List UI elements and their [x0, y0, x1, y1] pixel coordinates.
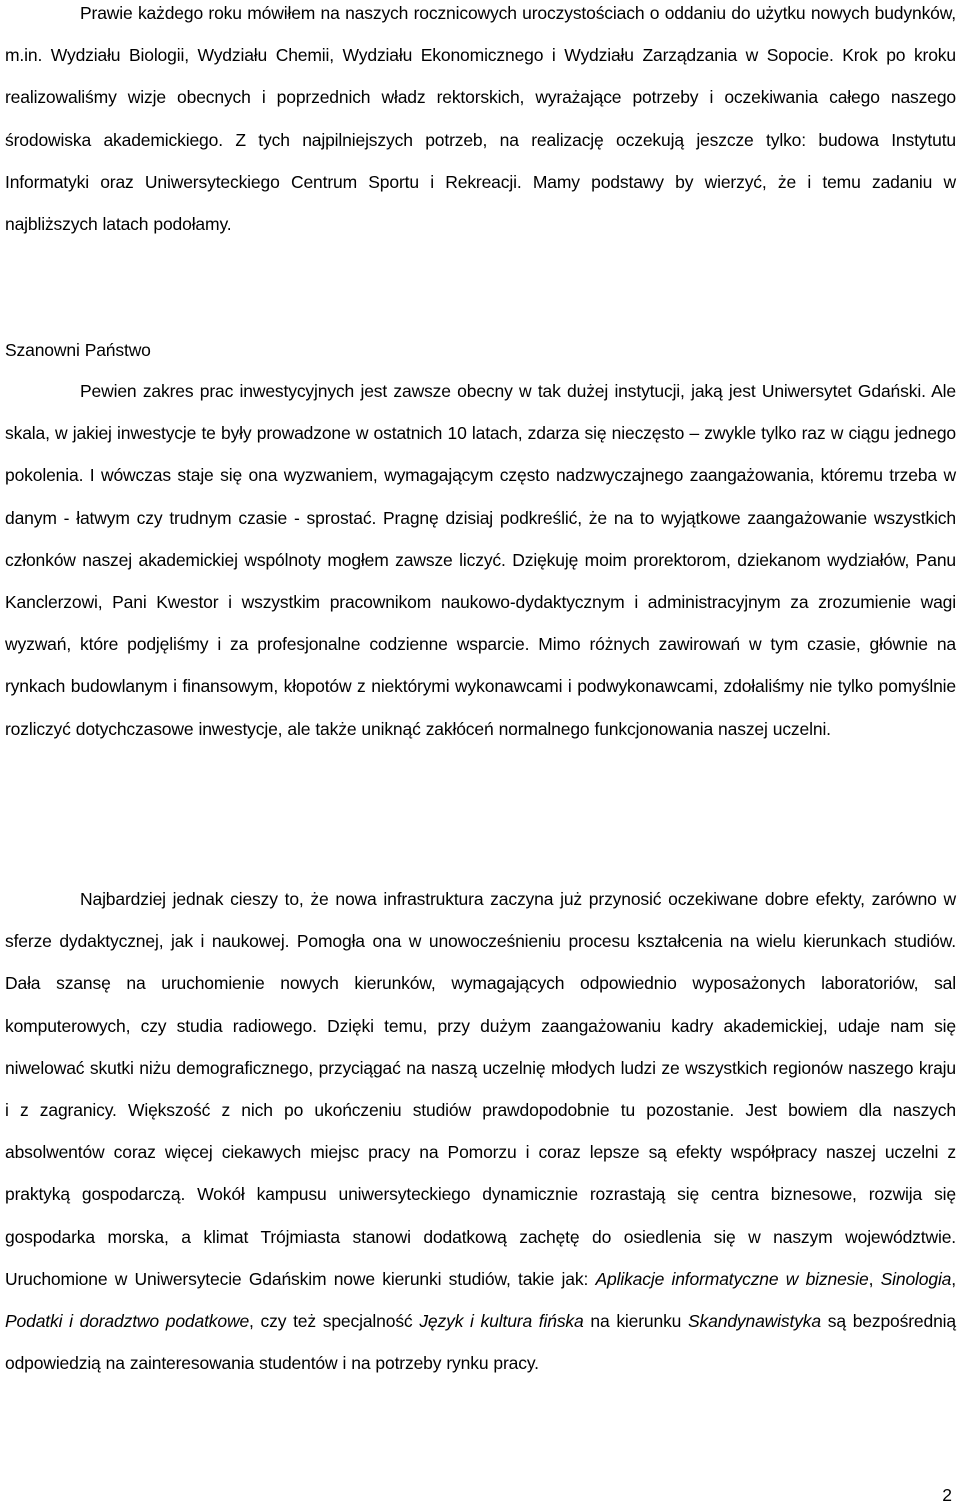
text-span: na kierunku [583, 1311, 689, 1332]
paragraph-investments-summary: Prawie każdego roku mówiłem na naszych rocznicowych uroczystościach o oddaniu do użytku nowych budynków, m.in. Wydziału Biologii, Wydziału Chemii, Wydziału Ekonomicznego i Wydziału Zarządzania w Sopocie. Krok po kroku realizowaliśmy wizje obecnych i poprzednich władz rektorskich, wyrażające potrzeby i oczekiwania całego naszego środowiska akademickiego. Z tych najpilniejszych potrzeb, na realizację oczekują jeszcze tylko: budowa Instytutu Informatyki oraz Uniwersyteckiego Centrum Sportu i Rekreacji. Mamy podstawy by wierzyć, że i temu zadaniu w najbliższych latach podołamy. [5, 3, 956, 235]
course-name: Podatki i doradztwo podatkowe [5, 1311, 250, 1332]
paragraph-infrastructure-effects [5, 878, 956, 1384]
text-span: Najbardziej jednak cieszy to, że nowa infrastruktura zaczyna już przynosić oczekiwane dobre efekty, zarówno w sferze dydaktycznej, jak i naukowej. Pomogła ona w unowocześnieniu procesu kształcenia na wielu kierunkach studiów. Dała szansę na uruchomienie nowych kierunków, wymagających odpowiednio wyposażonych laboratoriów, sal komputerowych, czy studia radiowego. Dzięki temu, przy dużym zaangażowaniu kadry akademickiej, udaje nam się niwelować skutki niżu demograficznego, przyciągać na naszą uczelnię młodych ludzi ze wszystkich regionów naszego kraju i z zagranicy. Większość z nich po ukończeniu studiów prawdopodobnie tu pozostanie. Jest bowiem dla naszych absolwentów coraz więcej ciekawych miejsc pracy na Pomorzu i coraz lepsze są efekty współpracy naszej uczelni z praktyką gospodarczą. Wokół kampusu uniwersyteckiego dynamicznie rozrastają się centra biznesowe, rozwija się gospodarka morska, a klimat Trójmiasta stanowi dodatkową zachętę do osiedlenia się w naszym województwie. Uruchomione w Uniwersytecie Gdańskim nowe kierunki studiów, takie jak: [5, 889, 956, 1289]
text-span: są bezpośrednią odpowiedzią na zainteresowania studentów i na potrzeby rynku pracy. [5, 1311, 956, 1374]
salutation: Szanowni Państwo [5, 340, 151, 360]
course-name: Aplikacje informatyczne w biznesie [595, 1268, 869, 1289]
course-name: Sinologia [880, 1268, 952, 1289]
paragraph-acknowledgements: Pewien zakres prac inwestycyjnych jest zawsze obecny w tak dużej instytucji, jaką jest Uniwersytet Gdański. Ale skala, w jakiej inwestycje te były prowadzone w ostatnich 10 latach, zdarza się nieczęsto – zwykle tylko raz w ciągu jednego pokolenia. I wówczas staje się ona wyzwaniem, wymagającym często nadzwyczajnego zaangażowania, któremu trzeba w danym - łatwym czy trudnym czasie - sprostać. Pragnę dzisiaj podkreślić, że na to wyjątkowe zaangażowanie wszystkich członków naszej akademickiej wspólnoty mogłem zawsze liczyć. Dziękuję moim prorektorom, dziekanom wydziałów, Panu Kanclerzowi, Pani Kwestor i wszystkim pracownikom naukowo-dydaktycznym i administracyjnym za zrozumienie wagi wyzwań, które podjęliśmy i za profesjonalne codzienne wsparcie. Mimo różnych zawirowań w tym czasie, głównie na rynkach budowlanym i finansowym, kłopotów z niektórymi wykonawcami i podwykonawcami, zdołaliśmy nie tylko pomyślnie rozliczyć dotychczasowe inwestycje, ale także uniknąć zakłóceń normalnego funkcjonowania naszej uczelni. [5, 381, 956, 739]
page-number: 2 [942, 1485, 952, 1505]
text-span: , czy też specjalność [249, 1311, 420, 1332]
specialization-name: Język i kultura fińska [419, 1311, 584, 1332]
text-span: , [868, 1268, 881, 1289]
course-name: Skandynawistyka [688, 1311, 821, 1332]
text-span: , [951, 1268, 956, 1289]
